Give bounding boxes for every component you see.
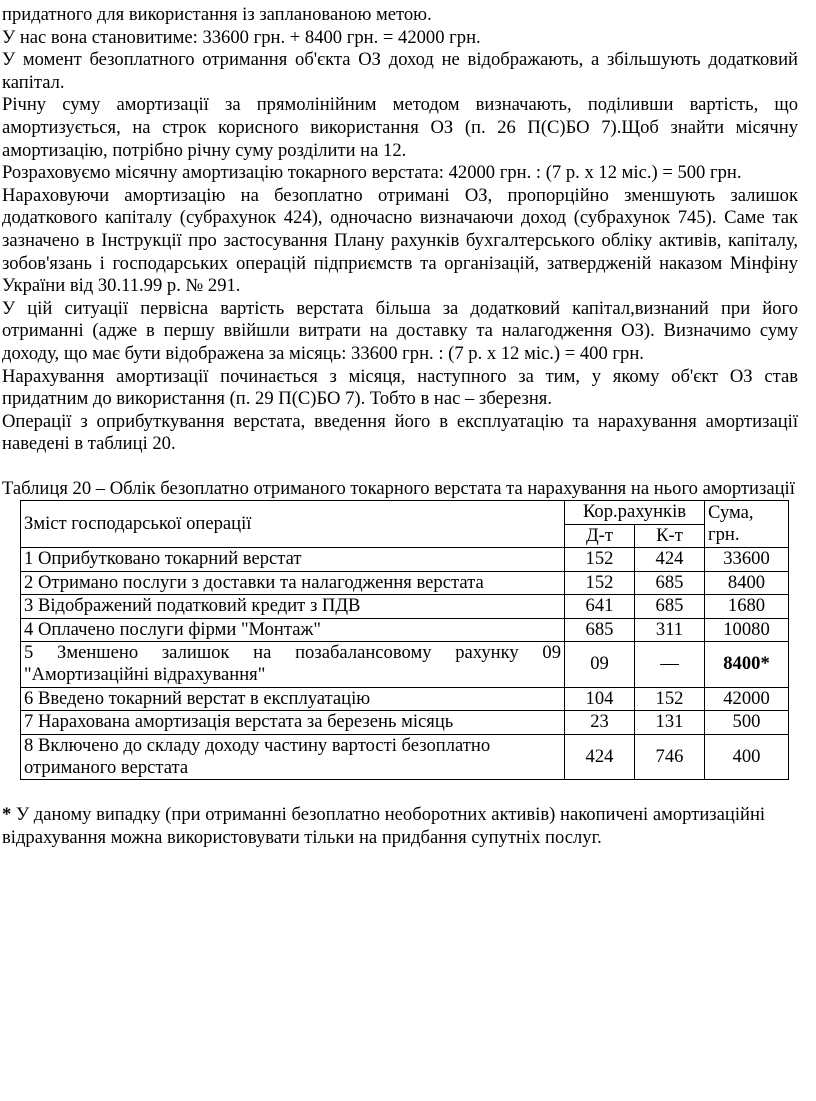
operation-cell: 6 Введено токарний верстат в експлуатацію (21, 687, 565, 710)
operation-cell: 7 Нарахована амортизація верстата за березень місяць (21, 711, 565, 734)
paragraph-6: Нараховуючи амортизацію на безоплатно отримані ОЗ, пропорційно зменшують залишок додаткового капіталу (субрахунок 424), одночасно визначаючи доход (субрахунок 745). Саме так зазначено в Інструкції про застосування Плану рахунків бухгалтерського обліку активів, капіталу, зобов'язань і господарських операцій підприємств та організацій, затвердженій наказом Мінфіну України від 30.11.99 р. № 291. (2, 184, 798, 297)
table-row (21, 711, 789, 734)
debit-cell: 152 (565, 548, 635, 571)
header-amount: Сума, грн. (705, 501, 789, 548)
operations-table (20, 500, 789, 780)
debit-cell: 424 (565, 734, 635, 780)
debit-cell: 09 (565, 641, 635, 687)
debit-cell: 641 (565, 595, 635, 618)
operation-cell: 1 Оприбутковано токарний верстат (21, 548, 565, 571)
header-debit: Д-т (565, 524, 635, 547)
header-operation: Зміст господарської операції (21, 501, 565, 548)
operation-cell: 3 Відображений податковий кредит з ПДВ (21, 595, 565, 618)
credit-cell: 131 (635, 711, 705, 734)
table-row (21, 734, 789, 780)
table-row (21, 571, 789, 594)
amount-cell: 42000 (705, 687, 789, 710)
credit-cell: 424 (635, 548, 705, 571)
paragraph-5: Розраховуємо місячну амортизацію токарного верстата: 42000 грн. : (7 р. х 12 міс.) = 500 грн. (2, 162, 742, 184)
debit-cell: 685 (565, 618, 635, 641)
operation-cell: 4 Оплачено послуги фірми "Монтаж" (21, 618, 565, 641)
amount-cell: 1680 (705, 595, 789, 618)
operation-cell: 8 Включено до складу доходу частину вартості безоплатно отриманого верстата (21, 734, 565, 780)
table-caption: Таблиця 20 – Облік безоплатно отриманого токарного верстата та нарахування на нього амортизації (2, 477, 795, 499)
amount-cell: 33600 (705, 548, 789, 571)
paragraph-4: Річну суму амортизації за прямолінійним методом визначають, поділивши вартість, що амортизується, на строк корисного використання ОЗ (п. 26 П(С)БО 7).Щоб знайти місячну амортизацію, потрібно річну суму розділити на 12. (2, 94, 798, 161)
paragraph-3: У момент безоплатного отримання об'єкта ОЗ доход не відображають, а збільшують додатковий капітал. (2, 49, 798, 93)
credit-cell: 685 (635, 571, 705, 594)
credit-cell: — (635, 641, 705, 687)
debit-cell: 104 (565, 687, 635, 710)
header-credit: К-т (635, 524, 705, 547)
table-row (21, 595, 789, 618)
credit-cell: 311 (635, 618, 705, 641)
paragraph-1: придатного для використання із запланованою метою. (2, 4, 432, 25)
operation-cell: 2 Отримано послуги з доставки та налагодження верстата (21, 571, 565, 594)
document-page (2, 4, 798, 850)
operation-cell: 5 Зменшено залишок на позабалансовому рахунку 09 "Амортизаційні відрахування" (21, 641, 565, 687)
credit-cell: 152 (635, 687, 705, 710)
debit-cell: 23 (565, 711, 635, 734)
amount-cell: 8400 (705, 571, 789, 594)
table-header-row (21, 501, 789, 524)
paragraph-8: Нарахування амортизації починається з місяця, наступного за тим, у якому об'єкт ОЗ став придатним до використання (п. 29 П(С)БО 7). Тобто в нас – зберезня. (2, 365, 798, 410)
table-row (21, 618, 789, 641)
table-row (21, 641, 789, 687)
amount-cell: 10080 (705, 618, 789, 641)
credit-cell: 685 (635, 595, 705, 618)
amount-cell: 400 (705, 734, 789, 780)
amount-cell: 8400* (705, 641, 789, 687)
paragraph-2: У нас вона становитиме: 33600 грн. + 8400 грн. = 42000 грн. (2, 26, 481, 48)
paragraph-7: У цій ситуації первісна вартість верстата більша за додатковий капітал,визнаний при його отриманні (адже в першу ввійшли витрати на доставку та налагодження ОЗ). Визначимо суму доходу, що має бути відображена за місяць: 33600 грн. : (7 р. х 12 міс.) = 400 грн. (2, 297, 798, 364)
table-row (21, 548, 789, 571)
footnote-mark: * (2, 804, 12, 826)
header-accounts: Кор.рахунків (565, 501, 705, 524)
footnote (2, 804, 798, 850)
paragraph-9: Операції з оприбуткування верстата, введення його в експлуатацію та нарахування амортизації наведені в таблиці 20. (2, 410, 798, 455)
amount-cell: 500 (705, 711, 789, 734)
credit-cell: 746 (635, 734, 705, 780)
debit-cell: 152 (565, 571, 635, 594)
footnote-text: У даному випадку (при отриманні безоплатно необоротних активів) накопичені амортизаційні відрахування можна використовувати тільки на придбання супутніх послуг. (2, 804, 766, 849)
table-row (21, 687, 789, 710)
